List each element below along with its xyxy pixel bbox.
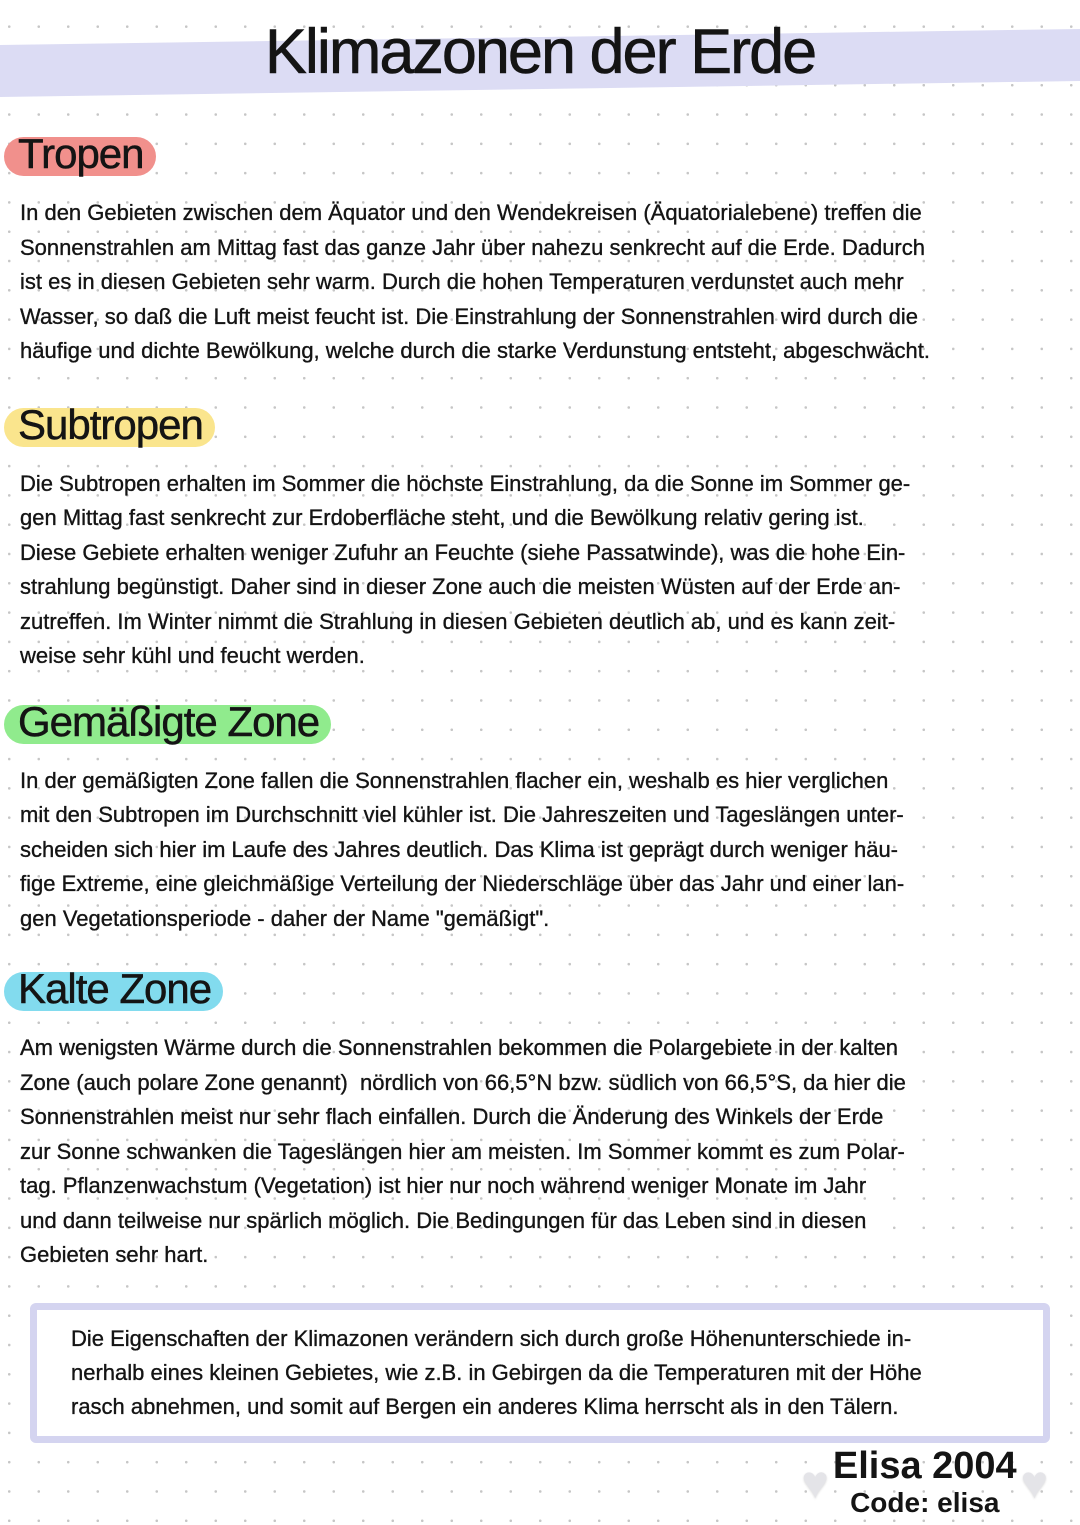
heading-row — [18, 963, 1080, 1015]
text-line: Diese Gebiete erhalten weniger Zufuhr an Feuchte (siehe Passatwinde), was die hohe Ein- — [20, 539, 906, 565]
author-name: Elisa 2004 — [832, 1444, 1017, 1487]
paragraph-subtropen — [20, 467, 1080, 674]
text-line: und dann teilweise nur spärlich möglich. Die Bedingungen für das Leben sind in diesen — [20, 1207, 867, 1233]
text-line: nerhalb eines kleinen Gebietes, wie z.B. in Gebirgen da die Temperaturen mit der Höhe — [71, 1359, 922, 1385]
section-heading-kalte-zone — [18, 963, 211, 1015]
text-line: gen Vegetationsperiode - daher der Name "gemäßigt". — [20, 905, 550, 931]
text-line: Sonnenstrahlen am Mittag fast das ganze Jahr über nahezu senkrecht auf die Erde. Dadurch — [20, 234, 925, 260]
text-line: Gebieten sehr hart. — [20, 1242, 209, 1267]
text-line: In der gemäßigten Zone fallen die Sonnenstrahlen flacher ein, weshalb es hier verglichen — [20, 767, 889, 793]
text-line: weise sehr kühl und feucht werden. — [20, 643, 365, 668]
section-subtropen — [0, 399, 1080, 674]
section-gemaessigte-zone — [0, 696, 1080, 937]
heading-label: Subtropen — [18, 400, 203, 448]
text-line: gen Mittag fast senkrecht zur Erdoberfläche steht, und die Bewölkung relativ gering ist. — [20, 505, 864, 530]
heading-label: Kalte Zone — [18, 965, 212, 1012]
text-line: mit den Subtropen im Durchschnitt viel kühler ist. Die Jahreszeiten und Tageslängen unter- — [20, 802, 904, 827]
text-line: Die Subtropen erhalten im Sommer die höchste Einstrahlung, da die Sonne im Sommer ge- — [20, 470, 911, 496]
section-kalte-zone — [0, 963, 1080, 1273]
text-line: strahlung begünstigt. Daher sind in dieser Zone auch die meisten Wüsten auf der Erde an- — [20, 574, 901, 599]
text-line: scheiden sich hier im Laufe des Jahres deutlich. Das Klima ist geprägt durch weniger häu- — [20, 836, 899, 862]
text-line: Zone (auch polare Zone genannt) nördlich von 66,5°N bzw. südlich von 66,5°S, da hier die — [20, 1069, 906, 1095]
text-line: ist es in diesen Gebieten sehr warm. Durch die hohen Temperaturen verdunstet auch mehr — [20, 269, 904, 294]
paragraph-tropen — [20, 196, 1080, 369]
signature-block — [833, 1445, 1017, 1519]
paragraph-gemaessigte-zone — [20, 764, 1080, 937]
text-line: Wasser, so daß die Luft meist feucht ist. Die Einstrahlung der Sonnenstrahlen wird durch die — [20, 303, 918, 329]
heading-label: Tropen — [18, 130, 144, 177]
text-line: zutreffen. Im Winter nimmt die Strahlung in diesen Gebieten deutlich ab, und es kann zeit- — [20, 608, 896, 634]
heading-row — [18, 696, 1080, 748]
footer-signature — [0, 1445, 1080, 1519]
page-title: Klimazonen der Erde — [264, 17, 816, 87]
section-heading-subtropen — [18, 399, 203, 451]
note-box — [30, 1303, 1050, 1443]
heading-row — [18, 128, 1080, 180]
page-header — [0, 0, 1080, 112]
text-line: fige Extreme, eine gleichmäßige Verteilung der Niederschläge über das Jahr und einer lan- — [20, 871, 905, 896]
text-line: Am wenigsten Wärme durch die Sonnenstrahlen bekommen die Polargebiete in der kalten — [20, 1035, 899, 1060]
text-line: Sonnenstrahlen meist nur sehr flach einfallen. Durch die Änderung des Winkels der Erde — [20, 1104, 884, 1129]
text-line: häufige und dichte Bewölkung, welche durch die starke Verdunstung entsteht, abgeschwächt. — [20, 338, 930, 363]
text-line: Die Eigenschaften der Klimazonen verändern sich durch große Höhenunterschiede in- — [71, 1325, 912, 1351]
text-line: rasch abnehmen, und somit auf Bergen ein anderes Klima herrscht als in den Tälern. — [71, 1393, 899, 1419]
section-tropen — [0, 128, 1080, 369]
heart-icon: ♥ — [1020, 1455, 1048, 1508]
paragraph-kalte-zone — [20, 1031, 1080, 1273]
author-code: Code: elisa — [850, 1486, 1000, 1518]
heading-row — [18, 399, 1080, 451]
note-box-paragraph — [71, 1322, 1025, 1424]
section-heading-tropen — [18, 128, 144, 180]
text-line: In den Gebieten zwischen dem Äquator und den Wendekreisen (Äquatorialebene) treffen die — [20, 200, 922, 225]
text-line: zur Sonne schwanken die Tageslängen hier am meisten. Im Sommer kommt es zum Polar- — [20, 1138, 905, 1164]
text-line: tag. Pflanzenwachstum (Vegetation) ist hier nur noch während weniger Monate im Jahr — [20, 1173, 867, 1198]
section-heading-gemaessigte-zone — [18, 696, 319, 748]
heading-label: Gemäßigte Zone — [18, 697, 320, 745]
heart-icon: ♥ — [801, 1455, 829, 1508]
